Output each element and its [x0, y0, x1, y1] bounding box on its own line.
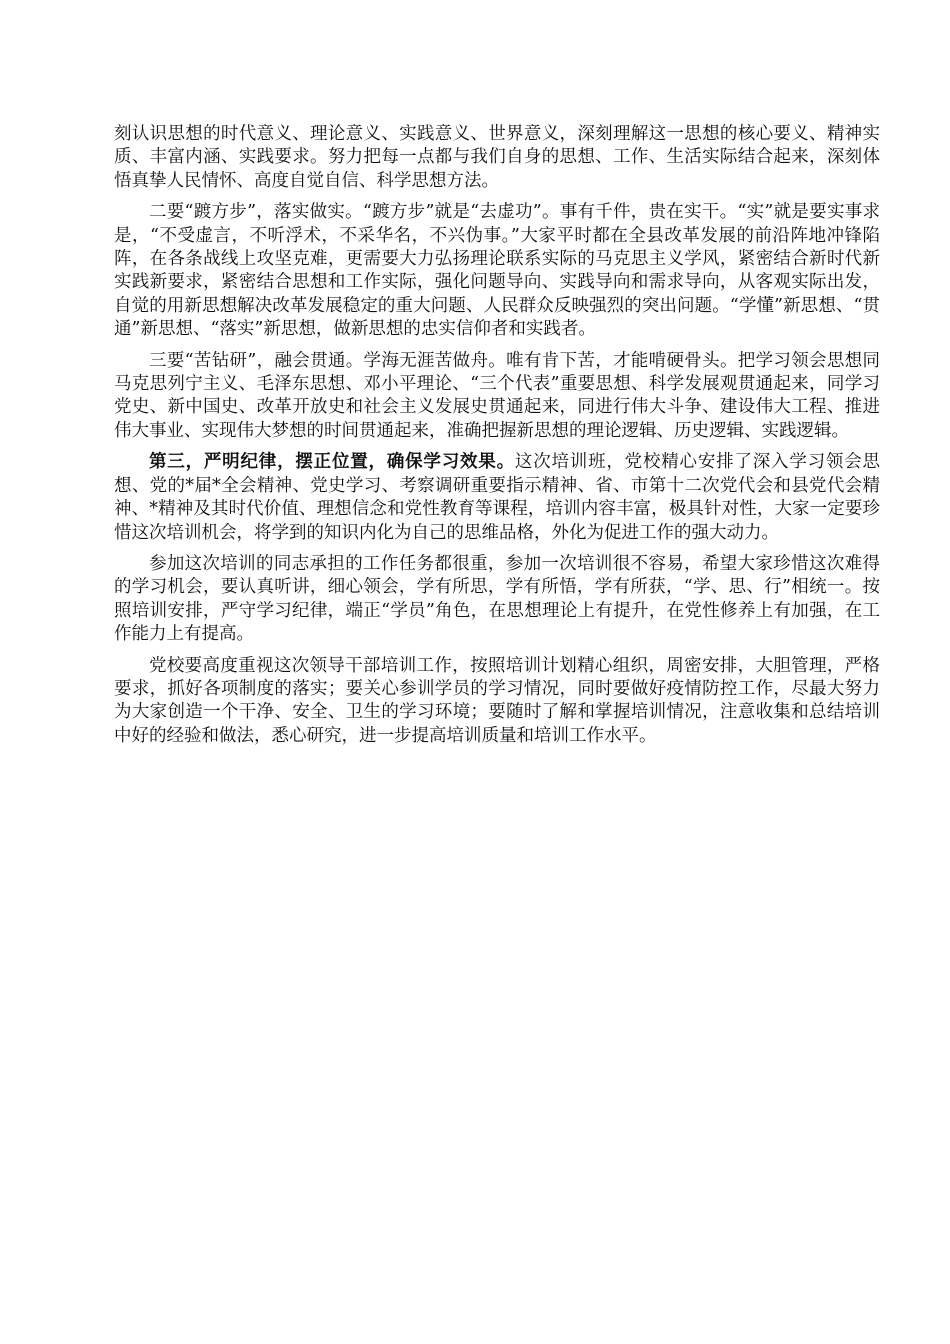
paragraph-2	[114, 201, 880, 341]
paragraph-4-lead: 第三，严明纪律，摆正位置，确保学习效果。	[149, 452, 515, 473]
paragraph-6-text: 党校要高度重视这次领导干部培训工作，按照培训计划精心组织，周密安排，大胆管理，严格要求，抓好各项制度的落实；要关心参训学员的学习情况，同时要做好疫情防控工作，尽最大努力为大家创造一个干净、安全、卫生的学习环境；要随时了解和掌握培训情况，注意收集和总结培训中好的经验和做法，悉心研究，进一步提高培训质量和培训工作水平。	[114, 655, 880, 746]
paragraph-6	[114, 655, 880, 749]
paragraph-4-text: 这次培训班，党校精心安排了深入学习领会思想、党的*届*全会精神、党史学习、考察调研重要指示精神、省、市第十二次党代会和县党代会精神、*精神及其时代价值、理想信念和党性教育等课程，培训内容丰富，极具针对性，大家一定要珍惜这次培训机会，将学到的知识内化为自己的思维品格，外化为促进工作的强大动力。	[114, 452, 881, 543]
document-body	[114, 123, 880, 756]
paragraph-1-text: 刻认识思想的时代意义、理论意义、实践意义、世界意义，深刻理解这一思想的核心要义、精神实质、丰富内涵、实践要求。努力把每一点都与我们自身的思想、工作、生活实际结合起来，深刻体悟真挚人民情怀、高度自觉自信、科学思想方法。	[114, 124, 880, 191]
paragraph-5-text: 参加这次培训的同志承担的工作任务都很重，参加一次培训很不容易，希望大家珍惜这次难得的学习机会，要认真听讲，细心领会，学有所思，学有所悟，学有所获，“学、思、行”相统一。按照培训安排，严守学习纪律，端正“学员”角色，在思想理论上有提升，在党性修养上有加强，在工作能力上有提高。	[114, 553, 880, 645]
paragraph-2-text: 二要“踱方步”，落实做实。“踱方步”就是“去虚功”。事有千件，贵在实干。“实”就是要实事求是，“不受虚言，不听浮术，不采华名，不兴伪事。”大家平时都在全县改革发展的前沿阵地冲锋陷阵，在各条战线上攻坚克难，更需要大力弘扬理论联系实际的马克思主义学风，紧密结合新时代新实践新要求，紧密结合思想和工作实际，强化问题导向、实践导向和需求导向，从客观实际出发，自觉的用新思想解决改革发展稳定的重大问题、人民群众反映强烈的突出问题。“学懂”新思想、“贯通”新思想、“落实”新思想，做新思想的忠实信仰者和实践者。	[114, 202, 880, 340]
paragraph-1	[114, 123, 880, 193]
paragraph-5	[114, 553, 880, 647]
paragraph-3-text: 三要“苦钻研”，融会贯通。学海无涯苦做舟。唯有肯下苦，才能啃硬骨头。把学习领会思想同马克思列宁主义、毛泽东思想、邓小平理论、“三个代表”重要思想、科学发展观贯通起来，同学习党史、新中国史、改革开放史和社会主义发展史贯通起来，同进行伟大斗争、建设伟大工程、推进伟大事业、实现伟大梦想的时间贯通起来，准确把握新思想的理论逻辑、历史逻辑、实践逻辑。	[114, 350, 880, 441]
paragraph-4	[114, 451, 880, 545]
paragraph-3	[114, 350, 880, 444]
